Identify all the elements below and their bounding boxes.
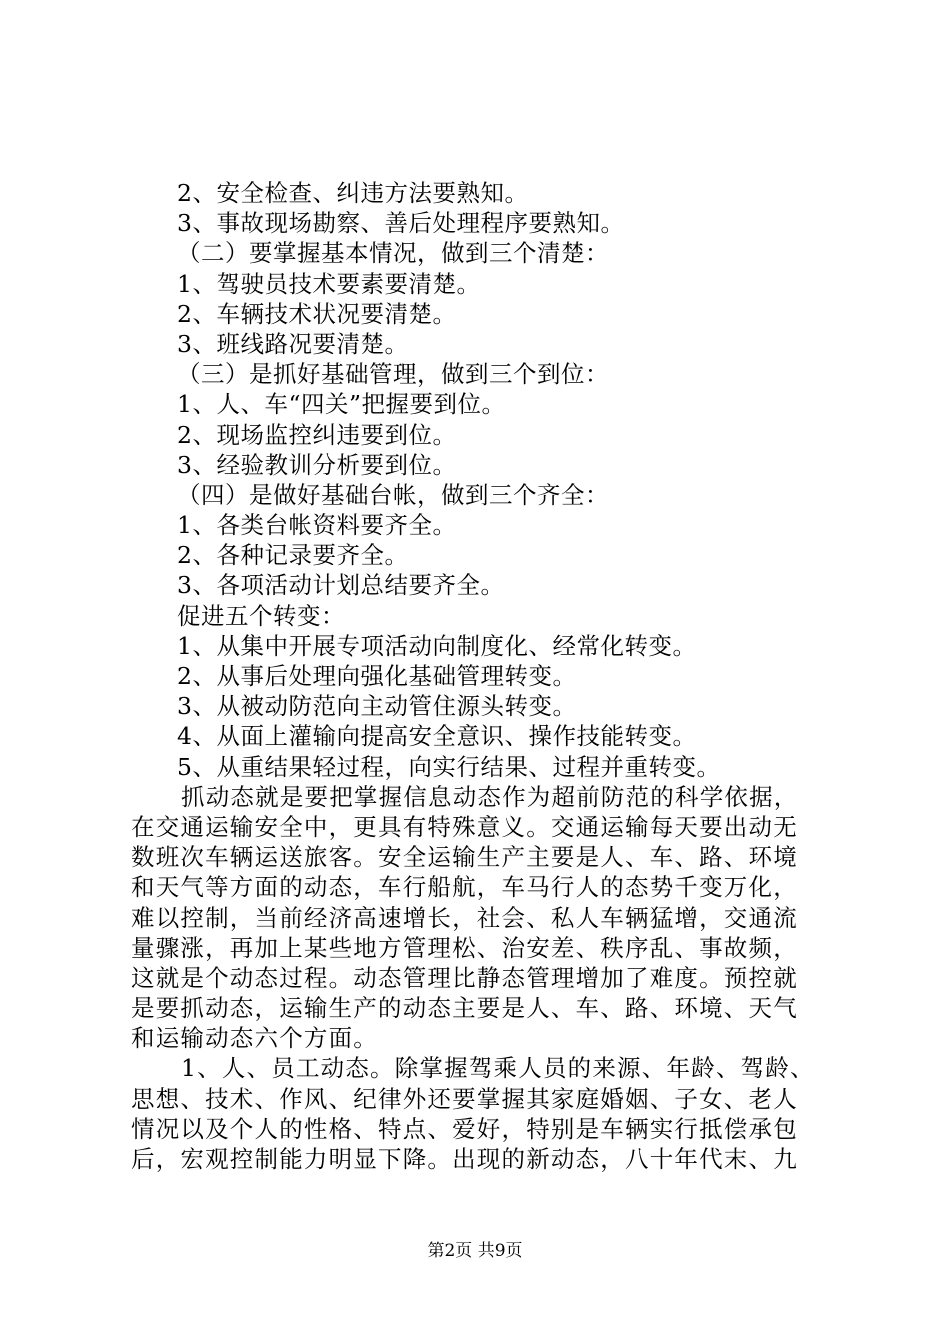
list-item: 2、各种记录要齐全。 <box>177 541 409 570</box>
paragraph-line: 这就是个动态过程。动态管理比静态管理增加了难度。预控就 <box>131 963 798 992</box>
list-item: 3、班线路况要清楚。 <box>177 329 409 358</box>
paragraph-line: 量骤涨，再加上某些地方管理松、治安差、秩序乱、事故频， <box>131 933 798 962</box>
section-heading: （四）是做好基础台帐，做到三个齐全： <box>177 480 609 509</box>
list-item: 1、驾驶员技术要素要清楚。 <box>177 269 481 298</box>
list-item: 5、从重结果轻过程，向实行结果、过程并重转变。 <box>177 752 721 781</box>
paragraph-line: 和运输动态六个方面。 <box>131 1024 378 1053</box>
paragraph-line: 思想、技术、作风、纪律外还要掌握其家庭婚姻、子女、老人 <box>131 1084 798 1113</box>
section-heading: （三）是抓好基础管理，做到三个到位： <box>177 360 609 389</box>
list-item: 1、从集中开展专项活动向制度化、经常化转变。 <box>177 631 697 660</box>
paragraph-line: 1、人、员工动态。除掌握驾乘人员的来源、年龄、驾龄、 <box>181 1054 815 1083</box>
list-item: 3、经验教训分析要到位。 <box>177 450 457 479</box>
list-item: 2、安全检查、纠违方法要熟知。 <box>177 179 529 207</box>
paragraph-line: 数班次车辆运送旅客。安全运输生产主要是人、车、路、环境 <box>131 843 798 872</box>
section-heading: 促进五个转变： <box>177 601 345 630</box>
list-item: 2、现场监控纠违要到位。 <box>177 420 457 449</box>
list-item: 3、事故现场勘察、善后处理程序要熟知。 <box>177 209 625 238</box>
paragraph-dynamics <box>131 782 831 1054</box>
paragraph-line: 在交通运输安全中，更具有特殊意义。交通运输每天要出动无 <box>131 812 798 841</box>
page-number-footer: 第2页 共9页 <box>427 1241 523 1261</box>
paragraph-line: 抓动态就是要把掌握信息动态作为超前防范的科学依据， <box>181 782 799 811</box>
paragraph-line: 后，宏观控制能力明显下降。出现的新动态，八十年代末、九 <box>131 1145 798 1173</box>
list-item: 1、人、车“四关”把握要到位。 <box>177 390 506 419</box>
section-heading: （二）要掌握基本情况，做到三个清楚： <box>177 239 609 268</box>
paragraph-line: 是要抓动态，运输生产的动态主要是人、车、路、环境、天气 <box>131 994 798 1023</box>
list-item: 4、从面上灌输向提高安全意识、操作技能转变。 <box>177 722 697 751</box>
list-item: 3、从被动防范向主动管住源头转变。 <box>177 692 577 721</box>
list-item: 1、各类台帐资料要齐全。 <box>177 511 457 540</box>
document-body <box>131 178 831 1174</box>
list-item: 2、从事后处理向强化基础管理转变。 <box>177 662 577 690</box>
paragraph-line: 难以控制，当前经济高速增长，社会、私人车辆猛增，交通流 <box>131 903 798 932</box>
paragraph-staff-dynamics <box>131 1053 831 1174</box>
list-lines <box>131 178 831 782</box>
list-item: 3、各项活动计划总结要齐全。 <box>177 571 505 600</box>
paragraph-line: 和天气等方面的动态，车行船航，车马行人的态势千变万化， <box>131 873 798 902</box>
paragraph-line: 情况以及个人的性格、特点、爱好，特别是车辆实行抵偿承包 <box>131 1114 798 1143</box>
list-item: 2、车辆技术状况要清楚。 <box>177 299 457 328</box>
